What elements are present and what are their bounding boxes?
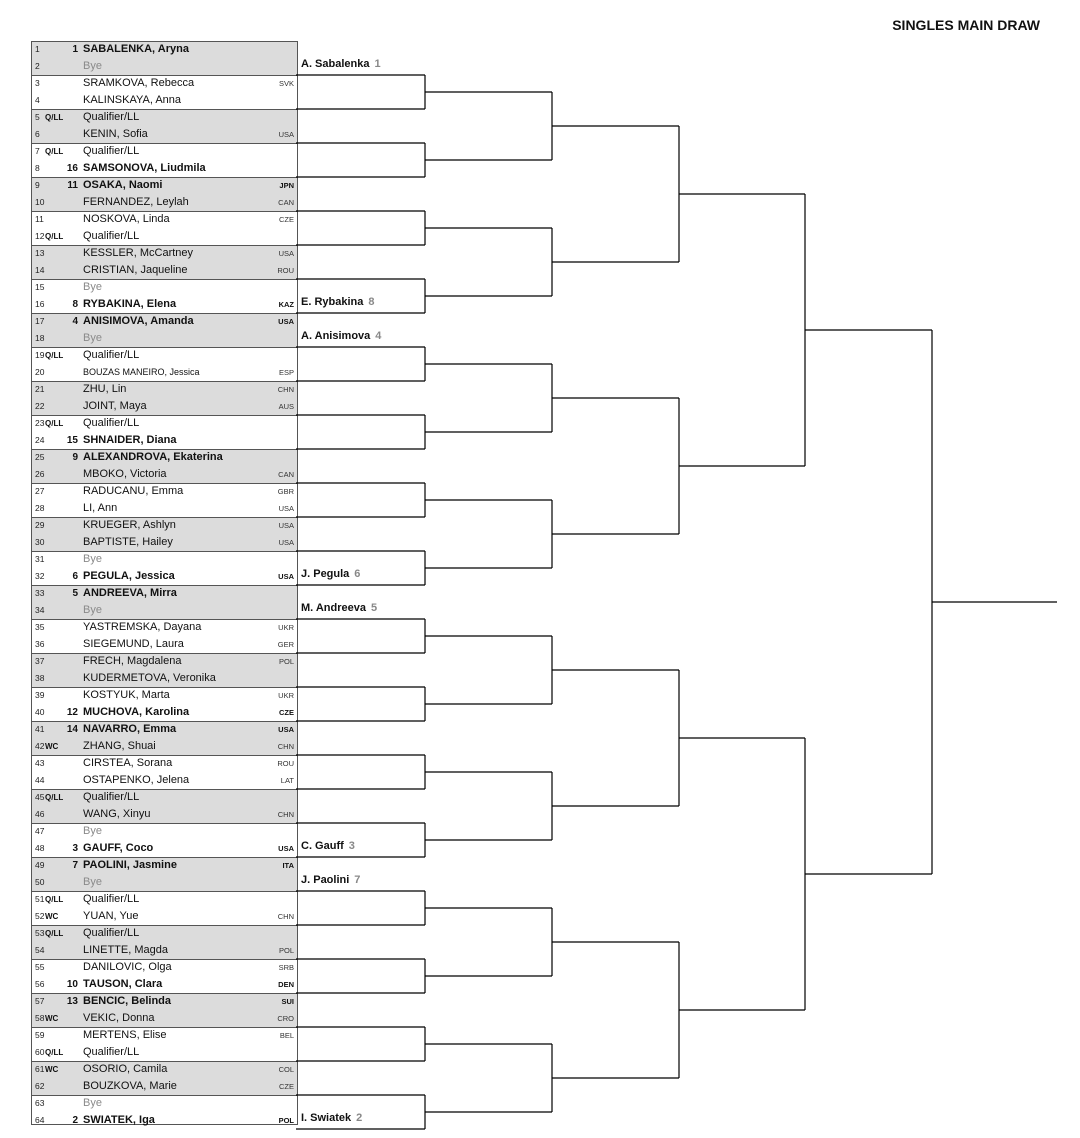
nationality-code: CHN (277, 742, 294, 751)
draw-position: 14 (35, 265, 45, 275)
draw-position: 10 (35, 197, 45, 207)
draw-position: 60 (35, 1047, 45, 1057)
winner-name: M. Andreeva (301, 602, 367, 614)
draw-position: 19 (35, 350, 45, 360)
player-name: ANISIMOVA, Amanda (83, 315, 194, 327)
player-name: Bye (83, 604, 102, 616)
draw-position: 11 (35, 214, 44, 224)
player-name: FERNANDEZ, Leylah (83, 196, 189, 208)
winner-name: J. Paolini (301, 874, 350, 886)
player-name: MUCHOVA, Karolina (83, 706, 190, 718)
nationality-code: GER (277, 640, 294, 649)
player-name: Qualifier/LL (83, 145, 140, 157)
nationality-code: USA (278, 725, 294, 734)
draw-position: 41 (35, 724, 45, 734)
entry-tag: Q/LL (45, 232, 64, 241)
nationality-code: UKR (278, 691, 294, 700)
seed-number: 16 (66, 163, 78, 174)
player-name: NOSKOVA, Linda (83, 213, 170, 225)
nationality-code: POL (278, 1116, 294, 1125)
player-name: SIEGEMUND, Laura (83, 638, 184, 650)
player-name: TAUSON, Clara (83, 978, 163, 990)
player-name: SWIATEK, Iga (83, 1114, 155, 1126)
nationality-code: POL (278, 946, 294, 955)
nationality-code: COL (278, 1065, 294, 1074)
nationality-code: USA (278, 317, 294, 326)
player-name: Qualifier/LL (83, 417, 140, 429)
draw-position: 53 (35, 928, 45, 938)
draw-position: 32 (35, 571, 45, 581)
nationality-code: BEL (279, 1031, 294, 1040)
seed-number: 3 (72, 843, 78, 854)
nationality-code: CAN (278, 470, 294, 479)
nationality-code: SVK (278, 79, 294, 88)
player-name: Qualifier/LL (83, 111, 140, 123)
draw-position: 15 (35, 282, 45, 292)
draw-position: 51 (35, 894, 45, 904)
winner-name: C. Gauff (301, 840, 344, 852)
winner-seed: 8 (368, 296, 375, 308)
draw-position: 45 (35, 792, 45, 802)
player-name: ANDREEVA, Mirra (83, 587, 177, 599)
seed-number: 11 (67, 180, 78, 191)
round2-winner (301, 330, 381, 342)
player-name: Qualifier/LL (83, 349, 140, 361)
nationality-code: POL (278, 657, 294, 666)
player-name: SAMSONOVA, Liudmila (83, 162, 206, 174)
nationality-code: USA (278, 130, 294, 139)
draw-position: 43 (35, 758, 45, 768)
draw-position: 26 (35, 469, 45, 479)
draw-position: 44 (35, 775, 45, 785)
player-name: CRISTIAN, Jaqueline (83, 264, 188, 276)
entry-tag: Q/LL (45, 929, 64, 938)
draw-position: 56 (35, 979, 45, 989)
winner-seed: 1 (374, 58, 381, 70)
player-name: KRUEGER, Ashlyn (83, 519, 176, 531)
player-name: Bye (83, 332, 102, 344)
draw-position: 35 (35, 622, 45, 632)
winner-seed: 3 (348, 840, 355, 852)
nationality-code: USA (278, 572, 294, 581)
seed-number: 13 (66, 996, 78, 1007)
draw-position: 29 (35, 520, 45, 530)
player-name: Bye (83, 1097, 102, 1109)
nationality-code: CHN (277, 810, 294, 819)
player-name: YASTREMSKA, Dayana (83, 621, 202, 633)
seed-number: 5 (72, 588, 78, 599)
player-name: MBOKO, Victoria (83, 468, 167, 480)
player-name: OSAKA, Naomi (83, 179, 163, 191)
seed-number: 10 (66, 979, 78, 990)
player-name: ZHU, Lin (83, 383, 127, 395)
seed-number: 1 (72, 44, 78, 55)
winner-seed: 7 (354, 874, 361, 886)
nationality-code: ROU (277, 759, 294, 768)
player-name: NAVARRO, Emma (83, 723, 177, 735)
round2-winner (301, 602, 377, 614)
player-name: PEGULA, Jessica (83, 570, 175, 582)
player-name: BOUZAS MANEIRO, Jessica (83, 367, 200, 377)
player-name: Bye (83, 281, 102, 293)
winner-name: I. Swiatek (301, 1112, 352, 1124)
draw-position: 7 (35, 146, 40, 156)
draw-position: 13 (35, 248, 45, 258)
draw-position: 63 (35, 1098, 45, 1108)
player-name: Bye (83, 553, 102, 565)
nationality-code: CRO (277, 1014, 294, 1023)
player-name: KESSLER, McCartney (83, 247, 194, 259)
nationality-code: CZE (279, 708, 294, 717)
player-name: JOINT, Maya (83, 400, 147, 412)
draw-position: 3 (35, 78, 40, 88)
entry-tag: Q/LL (45, 419, 64, 428)
seed-number: 4 (72, 316, 78, 327)
draw-position: 38 (35, 673, 45, 683)
entry-tag: Q/LL (45, 895, 64, 904)
draw-position: 18 (35, 333, 45, 343)
player-name: MERTENS, Elise (83, 1029, 167, 1041)
nationality-code: UKR (278, 623, 294, 632)
draw-position: 31 (35, 554, 45, 564)
player-name: DANILOVIC, Olga (83, 961, 172, 973)
nationality-code: CZE (279, 215, 294, 224)
draw-position: 6 (35, 129, 40, 139)
draw-position: 28 (35, 503, 45, 513)
entry-tag: Q/LL (45, 351, 64, 360)
draw-position: 12 (35, 231, 45, 241)
winner-name: A. Sabalenka (301, 58, 370, 70)
draw-position: 8 (35, 163, 40, 173)
seed-number: 2 (72, 1115, 78, 1126)
seed-number: 15 (66, 435, 78, 446)
draw-position: 62 (35, 1081, 45, 1091)
player-name: BAPTISTE, Hailey (83, 536, 173, 548)
player-name: LINETTE, Magda (83, 944, 168, 956)
nationality-code: CZE (279, 1082, 294, 1091)
player-name: PAOLINI, Jasmine (83, 859, 177, 871)
player-name: OSTAPENKO, Jelena (83, 774, 190, 786)
player-name: YUAN, Yue (83, 910, 139, 922)
winner-seed: 5 (371, 602, 378, 614)
winner-seed: 4 (375, 330, 382, 342)
round2-winner (301, 1112, 362, 1124)
player-name: Bye (83, 60, 102, 72)
seed-number: 9 (72, 452, 78, 463)
draw-position: 59 (35, 1030, 45, 1040)
draw-position: 23 (35, 418, 45, 428)
nationality-code: CHN (277, 385, 294, 394)
draw-position: 54 (35, 945, 45, 955)
draw-position: 47 (35, 826, 45, 836)
draw-position: 61 (35, 1064, 45, 1074)
round2-winner (301, 840, 355, 852)
winner-seed: 6 (354, 568, 361, 580)
player-name: FRECH, Magdalena (83, 655, 182, 667)
draw-position: 52 (35, 911, 45, 921)
nationality-code: USA (278, 504, 294, 513)
draw-position: 58 (35, 1013, 45, 1023)
player-name: GAUFF, Coco (83, 842, 154, 854)
player-name: ZHANG, Shuai (83, 740, 156, 752)
winner-name: A. Anisimova (301, 330, 371, 342)
winner-name: E. Rybakina (301, 296, 364, 308)
player-name: BOUZKOVA, Marie (83, 1080, 177, 1092)
player-name: SRAMKOVA, Rebecca (83, 77, 195, 89)
player-name: Qualifier/LL (83, 791, 140, 803)
draw-position: 42 (35, 741, 45, 751)
player-name: Qualifier/LL (83, 1046, 140, 1058)
entry-tag: WC (45, 912, 59, 921)
draw-position: 1 (35, 44, 40, 54)
nationality-code: SUI (281, 997, 294, 1006)
draw-position: 2 (35, 61, 40, 71)
player-name: KALINSKAYA, Anna (83, 94, 182, 106)
draw-position: 21 (35, 384, 45, 394)
round2-winner (301, 58, 381, 70)
nationality-code: ESP (278, 368, 294, 377)
player-name: Qualifier/LL (83, 230, 140, 242)
player-name: Bye (83, 876, 102, 888)
seed-number: 7 (72, 860, 78, 871)
nationality-code: USA (278, 538, 294, 547)
winner-name: J. Pegula (301, 568, 350, 580)
nationality-code: JPN (279, 181, 294, 190)
player-name: Bye (83, 825, 102, 837)
draw-position: 16 (35, 299, 45, 309)
entry-tag: Q/LL (45, 793, 64, 802)
draw-position: 46 (35, 809, 45, 819)
draw-title: SINGLES MAIN DRAW (892, 17, 1040, 33)
seed-number: 12 (66, 707, 78, 718)
draw-position: 9 (35, 180, 40, 190)
player-name: SABALENKA, Aryna (83, 43, 189, 55)
entry-tag: Q/LL (45, 147, 64, 156)
draw-position: 48 (35, 843, 45, 853)
draw-position: 20 (35, 367, 45, 377)
draw-position: 37 (35, 656, 45, 666)
player-name: ALEXANDROVA, Ekaterina (83, 451, 223, 463)
player-name: SHNAIDER, Diana (83, 434, 177, 446)
player-name: RADUCANU, Emma (83, 485, 184, 497)
player-name: OSORIO, Camila (83, 1063, 168, 1075)
draw-position: 49 (35, 860, 45, 870)
nationality-code: USA (278, 249, 294, 258)
nationality-code: CHN (277, 912, 294, 921)
nationality-code: KAZ (278, 300, 294, 309)
draw-position: 34 (35, 605, 45, 615)
draw-position: 5 (35, 112, 40, 122)
player-name: KENIN, Sofia (83, 128, 148, 140)
entry-tag: Q/LL (45, 1048, 64, 1057)
seed-number: 14 (66, 724, 78, 735)
player-name: Qualifier/LL (83, 893, 140, 905)
draw-position: 27 (35, 486, 45, 496)
draw-position: 57 (35, 996, 45, 1006)
draw-position: 24 (35, 435, 45, 445)
round2-winner (301, 568, 360, 580)
player-name: KUDERMETOVA, Veronika (83, 672, 216, 684)
nationality-code: USA (278, 844, 294, 853)
nationality-code: USA (278, 521, 294, 530)
winner-seed: 2 (356, 1112, 363, 1124)
round2-winner (301, 874, 360, 886)
nationality-code: CAN (278, 198, 294, 207)
nationality-code: LAT (280, 776, 294, 785)
player-name: LI, Ann (83, 502, 118, 514)
player-name: VEKIC, Donna (83, 1012, 155, 1024)
draw-position: 17 (35, 316, 45, 326)
draw-position: 40 (35, 707, 45, 717)
nationality-code: SRB (278, 963, 294, 972)
draw-position: 30 (35, 537, 45, 547)
player-name: CIRSTEA, Sorana (83, 757, 173, 769)
nationality-code: AUS (278, 402, 294, 411)
entry-tag: WC (45, 1065, 59, 1074)
draw-position: 64 (35, 1115, 45, 1125)
nationality-code: GBR (277, 487, 294, 496)
seed-number: 6 (72, 571, 78, 582)
round2-winner (301, 296, 374, 308)
player-name: WANG, Xinyu (83, 808, 151, 820)
draw-position: 36 (35, 639, 45, 649)
player-name: BENCIC, Belinda (83, 995, 172, 1007)
draw-position: 39 (35, 690, 45, 700)
player-name: RYBAKINA, Elena (83, 298, 177, 310)
draw-position: 22 (35, 401, 45, 411)
nationality-code: ROU (277, 266, 294, 275)
draw-position: 55 (35, 962, 45, 972)
seed-number: 8 (72, 299, 78, 310)
draw-position: 33 (35, 588, 45, 598)
nationality-code: ITA (282, 861, 294, 870)
player-name: KOSTYUK, Marta (83, 689, 170, 701)
player-name: Qualifier/LL (83, 927, 140, 939)
entry-tag: Q/LL (45, 113, 64, 122)
entry-tag: WC (45, 742, 59, 751)
draw-position: 4 (35, 95, 40, 105)
draw-position: 50 (35, 877, 45, 887)
entry-tag: WC (45, 1014, 59, 1023)
nationality-code: DEN (278, 980, 294, 989)
draw-position: 25 (35, 452, 45, 462)
